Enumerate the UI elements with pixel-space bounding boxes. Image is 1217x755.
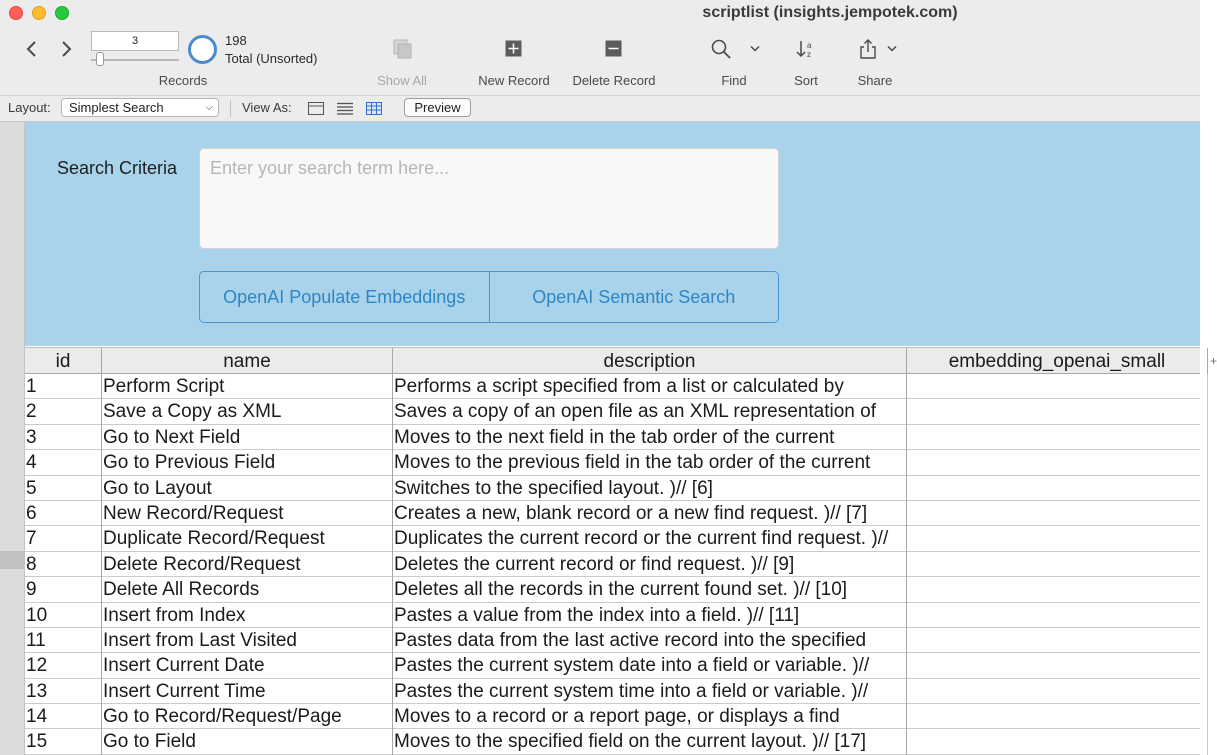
cell-embedding[interactable]	[907, 476, 1208, 501]
cell-id[interactable]: 4	[25, 450, 102, 475]
cell-name[interactable]: Perform Script	[102, 374, 393, 399]
record-slider-thumb[interactable]	[96, 52, 104, 66]
cell-name[interactable]: Go to Record/Request/Page	[102, 704, 393, 729]
cell-id[interactable]: 13	[25, 679, 102, 704]
cell-description[interactable]: Creates a new, blank record or a new find request. )// [7]	[393, 501, 907, 526]
show-all-button[interactable]: Show All	[377, 73, 427, 88]
cell-embedding[interactable]	[907, 653, 1208, 678]
cell-id[interactable]: 3	[25, 425, 102, 450]
cell-id[interactable]: 5	[25, 476, 102, 501]
search-input[interactable]: Enter your search term here...	[199, 148, 779, 249]
cell-name[interactable]: Save a Copy as XML	[102, 399, 393, 424]
cell-embedding[interactable]	[907, 501, 1208, 526]
sort-button[interactable]: Sort	[794, 73, 818, 88]
cell-name[interactable]: Insert Current Date	[102, 653, 393, 678]
cell-id[interactable]: 2	[25, 399, 102, 424]
cell-id[interactable]: 1	[25, 374, 102, 399]
sort-icon[interactable]	[795, 38, 817, 60]
openai-populate-embeddings-button[interactable]: OpenAI Populate Embeddings	[223, 286, 466, 307]
cell-embedding[interactable]	[907, 577, 1208, 602]
cell-description[interactable]: Pastes data from the last active record into the specified	[393, 628, 907, 653]
cell-name[interactable]: Delete Record/Request	[102, 552, 393, 577]
column-header-name[interactable]: name	[102, 348, 393, 375]
chevron-down-icon[interactable]	[750, 45, 760, 53]
table-row[interactable]	[25, 704, 1200, 729]
show-all-icon[interactable]	[392, 38, 414, 60]
cell-name[interactable]: Insert from Index	[102, 603, 393, 628]
openai-button-bar	[199, 271, 779, 323]
table-row[interactable]	[25, 729, 1200, 754]
cell-name[interactable]: New Record/Request	[102, 501, 393, 526]
cell-name[interactable]: Insert from Last Visited	[102, 628, 393, 653]
cell-id[interactable]: 12	[25, 653, 102, 678]
cell-embedding[interactable]	[907, 729, 1208, 754]
table-row[interactable]	[25, 679, 1200, 704]
chevron-down-icon: ⌵	[205, 102, 213, 113]
new-record-button[interactable]: New Record	[478, 73, 550, 88]
add-column-icon[interactable]: +	[1210, 354, 1217, 368]
column-header-id[interactable]: id	[25, 348, 102, 375]
records-label: Records	[158, 73, 208, 88]
cell-description[interactable]: Saves a copy of an open file as an XML representation of	[393, 399, 907, 424]
cell-embedding[interactable]	[907, 374, 1208, 399]
view-as-label: View As:	[242, 100, 292, 115]
chevron-left-icon	[22, 38, 42, 60]
search-criteria-label: Search Criteria	[57, 158, 178, 178]
cell-name[interactable]: Insert Current Time	[102, 679, 393, 704]
table-row[interactable]	[25, 476, 1200, 501]
record-slider-track[interactable]	[91, 59, 179, 61]
table-row[interactable]	[25, 653, 1200, 678]
cell-name[interactable]: Go to Field	[102, 729, 393, 754]
cell-id[interactable]: 15	[25, 729, 102, 754]
current-record-input[interactable]: 3	[91, 31, 179, 51]
layout-bar	[0, 96, 1200, 122]
table-body	[25, 374, 1200, 755]
cell-description[interactable]: Duplicates the current record or the current find request. )//	[393, 526, 907, 551]
search-icon[interactable]	[710, 38, 732, 60]
close-window-button[interactable]	[9, 6, 23, 20]
layout-select-value: Simplest Search	[69, 100, 164, 115]
record-pie-icon	[188, 35, 217, 64]
view-table-icon[interactable]	[366, 102, 382, 115]
window-toolbar	[0, 0, 1200, 96]
preview-button[interactable]: Preview	[404, 98, 471, 117]
table-row[interactable]	[25, 603, 1200, 628]
cell-description[interactable]: Switches to the specified layout. )// [6]	[393, 476, 907, 501]
cell-embedding[interactable]	[907, 450, 1208, 475]
table-header	[25, 347, 1217, 374]
svg-text:z: z	[807, 50, 811, 59]
cell-id[interactable]: 11	[25, 628, 102, 653]
cell-embedding[interactable]	[907, 399, 1208, 424]
cell-description[interactable]: Deletes all the records in the current found set. )// [10]	[393, 577, 907, 602]
chevron-down-icon[interactable]	[887, 45, 897, 53]
table-row[interactable]	[25, 450, 1200, 475]
table-row[interactable]	[25, 628, 1200, 653]
cell-description[interactable]: Moves to a record or a report page, or displays a find	[393, 704, 907, 729]
column-header-description[interactable]: description	[393, 348, 907, 375]
layout-gutter	[0, 122, 25, 755]
cell-description[interactable]: Pastes the current system date into a field or variable. )//	[393, 653, 907, 678]
find-button[interactable]: Find	[721, 73, 747, 88]
cell-description[interactable]: Moves to the next field in the tab order of the current	[393, 425, 907, 450]
cell-embedding[interactable]	[907, 526, 1208, 551]
cell-embedding[interactable]	[907, 603, 1208, 628]
table-row[interactable]	[25, 501, 1200, 526]
view-form-icon[interactable]	[308, 102, 324, 115]
layout-label: Layout:	[8, 100, 51, 115]
cell-name[interactable]: Go to Layout	[102, 476, 393, 501]
cell-id[interactable]: 6	[25, 501, 102, 526]
svg-text:a: a	[807, 41, 812, 50]
share-button[interactable]: Share	[857, 73, 893, 88]
cell-embedding[interactable]	[907, 679, 1208, 704]
share-icon[interactable]	[858, 38, 878, 60]
record-count: 198	[225, 33, 247, 48]
delete-record-button[interactable]: Delete Record	[572, 73, 656, 88]
cell-description[interactable]: Pastes a value from the index into a field. )// [11]	[393, 603, 907, 628]
cell-description[interactable]: Moves to the previous field in the tab order of the current	[393, 450, 907, 475]
cell-id[interactable]: 8	[25, 552, 102, 577]
cell-name[interactable]: Go to Previous Field	[102, 450, 393, 475]
table-row[interactable]	[25, 374, 1200, 399]
cell-description[interactable]: Deletes the current record or find request. )// [9]	[393, 552, 907, 577]
cell-description[interactable]: Moves to the specified field on the current layout. )// [17]	[393, 729, 907, 754]
next-record-button[interactable]	[56, 38, 76, 60]
maximize-window-button[interactable]	[55, 6, 69, 20]
column-header-embedding[interactable]: embedding_openai_small	[907, 348, 1208, 375]
cell-id[interactable]: 10	[25, 603, 102, 628]
table-row[interactable]	[25, 552, 1200, 577]
table-row[interactable]	[25, 399, 1200, 424]
cell-embedding[interactable]	[907, 628, 1208, 653]
table-row[interactable]	[25, 526, 1200, 551]
divider	[230, 100, 231, 117]
cell-id[interactable]: 9	[25, 577, 102, 602]
record-total-label: Total (Unsorted)	[225, 51, 318, 66]
cell-embedding[interactable]	[907, 425, 1208, 450]
cell-id[interactable]: 7	[25, 526, 102, 551]
chevron-right-icon	[56, 38, 76, 60]
previous-record-button[interactable]	[22, 38, 42, 60]
delete-record-icon[interactable]	[605, 40, 622, 57]
cell-description[interactable]: Performs a script specified from a list or calculated by	[393, 374, 907, 399]
new-record-icon[interactable]	[505, 40, 522, 57]
current-record-indicator	[0, 551, 25, 569]
table-row[interactable]	[25, 425, 1200, 450]
window-title: scriptlist (insights.jempotek.com)	[702, 4, 958, 21]
minimize-window-button[interactable]	[32, 6, 46, 20]
cell-embedding[interactable]	[907, 552, 1208, 577]
cell-embedding[interactable]	[907, 704, 1208, 729]
cell-name[interactable]: Go to Next Field	[102, 425, 393, 450]
view-list-icon[interactable]	[337, 102, 353, 115]
cell-description[interactable]: Pastes the current system time into a field or variable. )//	[393, 679, 907, 704]
openai-semantic-search-button[interactable]: OpenAI Semantic Search	[489, 272, 779, 322]
table-row[interactable]	[25, 577, 1200, 602]
layout-select[interactable]	[61, 98, 219, 117]
cell-id[interactable]: 14	[25, 704, 102, 729]
cell-name[interactable]: Duplicate Record/Request	[102, 526, 393, 551]
cell-name[interactable]: Delete All Records	[102, 577, 393, 602]
